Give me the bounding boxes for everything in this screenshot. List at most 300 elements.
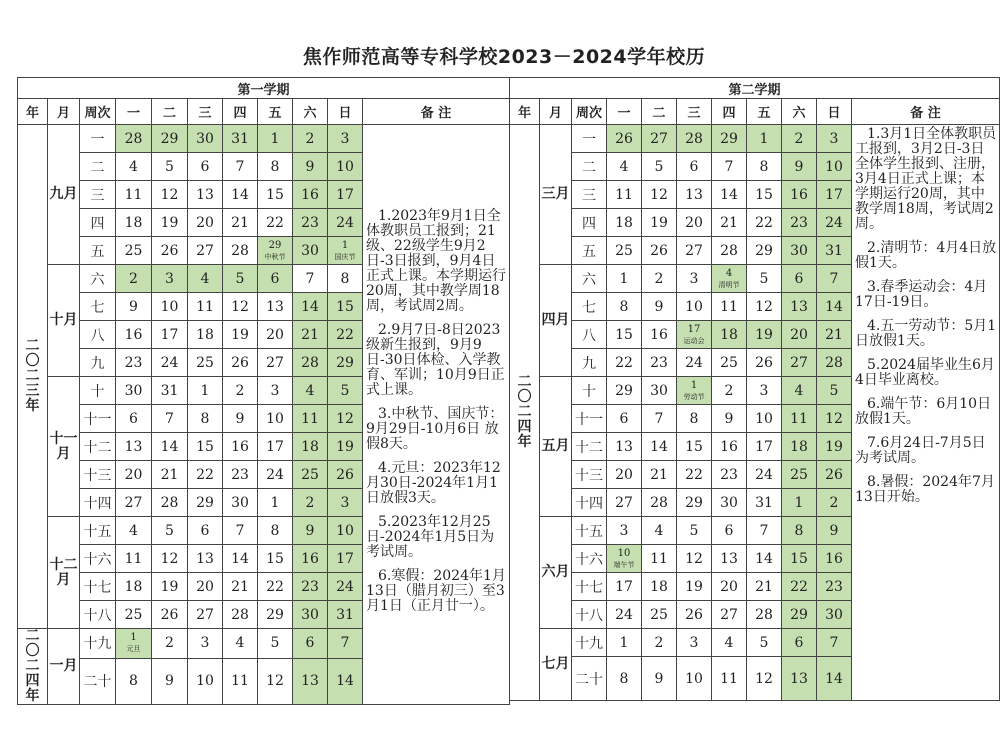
day-cell: 3 xyxy=(328,125,363,153)
day-cell: 15 xyxy=(607,321,642,349)
holiday-label: 运动会 xyxy=(683,336,705,345)
day-cell: 19 xyxy=(817,433,852,461)
day-cell: 25 xyxy=(712,349,747,377)
day-cell: 2 xyxy=(782,125,817,153)
day-cell: 18 xyxy=(188,321,223,349)
month-cell xyxy=(540,629,572,701)
day-cell: 17 xyxy=(258,433,293,461)
month-cell xyxy=(540,377,572,517)
day-cell: 15 xyxy=(782,545,817,573)
day-cell: 23 xyxy=(293,209,328,237)
day-cell: 24 xyxy=(152,349,188,377)
day-cell: 8 xyxy=(677,405,712,433)
day-cell: 28 xyxy=(293,349,328,377)
note-item: 5.2024届毕业生6月4日毕业离校。 xyxy=(855,357,995,388)
day-cell: 4 xyxy=(642,517,677,545)
day-cell: 18 xyxy=(642,573,677,601)
day-cell: 21 xyxy=(712,209,747,237)
note-item: 1.2023年9月1日全体教职员工报到；21级、22级学生9月2日-3日报到，9月4日正式上课。本学期运行20周，其中教学周18周，考试周2周。 xyxy=(366,207,506,314)
holiday-label: 清明节 xyxy=(718,280,740,289)
day-cell: 3 xyxy=(607,517,642,545)
day-number: 29 xyxy=(268,239,282,251)
day-cell: 6 xyxy=(677,153,712,181)
day-cell: 20 xyxy=(188,209,223,237)
day-cell: 10 xyxy=(188,658,223,704)
day-cell: 6 xyxy=(782,265,817,293)
week-number: 六 xyxy=(572,265,607,293)
day-cell: 14 xyxy=(223,181,258,209)
day-cell: 30 xyxy=(293,237,328,265)
holiday-label: 劳动节 xyxy=(683,392,705,401)
note-item: 4.元旦：2023年12月30日-2024年1月1日放假3天。 xyxy=(366,459,501,506)
day-cell: 28 xyxy=(152,489,188,517)
header-day: 三 xyxy=(677,99,712,125)
day-cell: 27 xyxy=(782,349,817,377)
day-cell: 10 xyxy=(258,405,293,433)
day-cell: 22 xyxy=(747,209,782,237)
day-cell: 8 xyxy=(747,153,782,181)
note-item: 1.3月1日全体教职员工报到，3月2日-3日全体学生报到、注册，3月4日正式上课；本学期运行20周，其中教学周18周，考试周2周。 xyxy=(855,126,997,232)
year-cell xyxy=(18,125,48,629)
day-cell: 5 xyxy=(817,377,852,405)
day-number: 10 xyxy=(617,547,631,559)
day-cell: 3 xyxy=(677,265,712,293)
day-cell: 27 xyxy=(607,489,642,517)
day-cell: 3 xyxy=(747,377,782,405)
header-day: 一 xyxy=(607,99,642,125)
day-cell: 31 xyxy=(747,489,782,517)
week-number: 三 xyxy=(572,181,607,209)
day-cell: 27 xyxy=(677,237,712,265)
day-cell: 5 xyxy=(328,377,363,405)
day-cell: 4 xyxy=(188,265,223,293)
day-cell: 5 xyxy=(223,265,258,293)
header-notes: 备 注 xyxy=(852,99,1000,125)
day-cell: 5 xyxy=(152,517,188,545)
month-cell xyxy=(48,265,80,377)
day-cell: 13 xyxy=(293,658,328,704)
day-cell: 8 xyxy=(607,657,642,701)
month-label: 十一 月 xyxy=(49,430,78,462)
day-cell: 10 xyxy=(152,293,188,321)
day-cell xyxy=(677,377,712,405)
note-item: 2.9月7日-8日2023级新生报到，9月9日-30日体检、入学教育、军训；10月9日正式上课。 xyxy=(366,321,505,398)
day-cell: 16 xyxy=(782,181,817,209)
header-year: 年 xyxy=(510,99,540,125)
day-cell: 23 xyxy=(223,461,258,489)
day-cell: 7 xyxy=(152,405,188,433)
day-cell: 13 xyxy=(188,545,223,573)
day-cell: 7 xyxy=(328,629,363,659)
week-number: 八 xyxy=(80,321,116,349)
day-cell: 19 xyxy=(747,321,782,349)
day-cell: 4 xyxy=(223,629,258,659)
day-cell: 2 xyxy=(293,489,328,517)
page-title: 焦作师范高等专科学校2023－2024学年校历 xyxy=(302,46,706,68)
day-cell: 13 xyxy=(258,293,293,321)
week-number: 十六 xyxy=(572,545,607,573)
header-day: 二 xyxy=(152,99,188,125)
day-cell: 21 xyxy=(293,321,328,349)
day-cell: 9 xyxy=(116,293,152,321)
day-cell: 21 xyxy=(223,573,258,601)
day-cell: 7 xyxy=(223,153,258,181)
day-cell: 26 xyxy=(642,237,677,265)
day-cell: 14 xyxy=(817,293,852,321)
day-cell: 15 xyxy=(258,181,293,209)
day-cell: 24 xyxy=(607,601,642,629)
day-cell: 6 xyxy=(188,153,223,181)
day-cell xyxy=(328,237,363,265)
day-cell: 19 xyxy=(152,209,188,237)
day-cell: 6 xyxy=(293,629,328,659)
day-cell: 27 xyxy=(116,489,152,517)
note-item: 3.春季运动会：4月17日-19日。 xyxy=(855,279,988,310)
day-cell: 19 xyxy=(152,573,188,601)
day-cell: 23 xyxy=(642,349,677,377)
day-cell: 14 xyxy=(817,657,852,701)
day-cell: 12 xyxy=(642,181,677,209)
day-cell: 22 xyxy=(782,573,817,601)
holiday-label: 国庆节 xyxy=(334,252,356,261)
day-cell: 13 xyxy=(188,181,223,209)
day-cell: 11 xyxy=(223,658,258,704)
day-cell: 16 xyxy=(817,545,852,573)
day-cell: 23 xyxy=(782,209,817,237)
day-cell: 11 xyxy=(293,405,328,433)
notes-cell xyxy=(363,125,510,705)
day-cell: 6 xyxy=(782,629,817,657)
day-cell: 20 xyxy=(712,573,747,601)
day-cell: 3 xyxy=(188,629,223,659)
header-day: 三 xyxy=(188,99,223,125)
week-number: 十四 xyxy=(80,489,116,517)
day-cell: 11 xyxy=(116,545,152,573)
header-day: 四 xyxy=(223,99,258,125)
note-item: 6.端午节：6月10日放假1天。 xyxy=(855,396,992,427)
month-label: 十二 月 xyxy=(49,556,78,588)
week-number: 十九 xyxy=(572,629,607,657)
week-number: 六 xyxy=(80,265,116,293)
semester-1-table xyxy=(17,77,510,705)
day-cell: 12 xyxy=(328,405,363,433)
day-cell: 6 xyxy=(607,405,642,433)
week-number: 一 xyxy=(80,125,116,153)
day-cell: 12 xyxy=(677,545,712,573)
note-item: 3.中秋节、国庆节：9月29日-10月6日 放假8天。 xyxy=(366,405,504,452)
month-label: 四月 xyxy=(541,312,570,328)
week-number: 十 xyxy=(572,377,607,405)
day-cell: 2 xyxy=(642,629,677,657)
day-cell: 29 xyxy=(152,125,188,153)
day-cell: 17 xyxy=(328,545,363,573)
day-cell: 4 xyxy=(116,153,152,181)
day-cell: 5 xyxy=(747,629,782,657)
day-cell: 24 xyxy=(817,209,852,237)
day-cell: 26 xyxy=(817,461,852,489)
day-cell: 11 xyxy=(116,181,152,209)
day-cell: 31 xyxy=(152,377,188,405)
week-number: 七 xyxy=(80,293,116,321)
day-cell: 29 xyxy=(607,377,642,405)
note-item: 5.2023年12月25日-2024年1月5日为考试周。 xyxy=(366,513,495,560)
day-cell: 27 xyxy=(642,125,677,153)
day-cell: 11 xyxy=(607,181,642,209)
day-cell: 5 xyxy=(677,517,712,545)
day-cell: 25 xyxy=(116,601,152,629)
month-cell xyxy=(540,265,572,377)
day-cell: 17 xyxy=(817,181,852,209)
day-cell: 31 xyxy=(817,237,852,265)
year-label: 二 〇 二 四 年 xyxy=(517,374,532,450)
header-day: 四 xyxy=(712,99,747,125)
day-cell: 3 xyxy=(817,125,852,153)
day-cell: 28 xyxy=(642,489,677,517)
semester-title: 第一学期 xyxy=(18,78,510,99)
semester-title: 第二学期 xyxy=(510,78,1000,99)
month-cell xyxy=(540,517,572,629)
day-cell: 8 xyxy=(782,517,817,545)
day-cell: 19 xyxy=(223,321,258,349)
day-cell: 7 xyxy=(223,517,258,545)
day-cell: 26 xyxy=(152,237,188,265)
day-cell: 20 xyxy=(258,321,293,349)
week-number: 二十 xyxy=(80,658,116,704)
day-cell: 26 xyxy=(152,601,188,629)
day-cell: 18 xyxy=(116,209,152,237)
month-cell xyxy=(48,125,80,265)
week-number: 十七 xyxy=(80,573,116,601)
month-label: 七月 xyxy=(541,656,570,672)
holiday-label: 中秋节 xyxy=(264,252,286,261)
day-cell: 25 xyxy=(782,461,817,489)
month-label: 三月 xyxy=(541,186,570,202)
day-cell: 1 xyxy=(258,489,293,517)
day-cell: 19 xyxy=(328,433,363,461)
day-cell: 16 xyxy=(293,181,328,209)
week-number: 五 xyxy=(80,237,116,265)
week-number: 一 xyxy=(572,125,607,153)
day-cell: 11 xyxy=(712,293,747,321)
day-cell: 12 xyxy=(152,545,188,573)
day-cell: 13 xyxy=(712,545,747,573)
day-cell: 12 xyxy=(747,657,782,701)
day-cell: 2 xyxy=(116,265,152,293)
day-cell: 15 xyxy=(677,433,712,461)
week-number: 十九 xyxy=(80,629,116,659)
day-cell: 9 xyxy=(817,517,852,545)
day-cell: 6 xyxy=(116,405,152,433)
day-cell: 4 xyxy=(782,377,817,405)
day-cell: 13 xyxy=(677,181,712,209)
day-number: 1 xyxy=(690,379,698,391)
day-cell: 10 xyxy=(817,153,852,181)
day-cell: 15 xyxy=(188,433,223,461)
day-cell: 2 xyxy=(817,489,852,517)
day-cell: 1 xyxy=(188,377,223,405)
day-cell: 9 xyxy=(782,153,817,181)
month-cell xyxy=(48,517,80,629)
day-cell: 10 xyxy=(677,293,712,321)
day-cell: 20 xyxy=(607,461,642,489)
week-row xyxy=(18,125,510,153)
day-cell: 16 xyxy=(642,321,677,349)
day-cell: 20 xyxy=(677,209,712,237)
month-cell xyxy=(540,125,572,265)
week-number: 十六 xyxy=(80,545,116,573)
day-cell: 9 xyxy=(642,657,677,701)
day-cell: 15 xyxy=(747,181,782,209)
day-cell: 24 xyxy=(328,573,363,601)
month-label: 六月 xyxy=(541,564,570,580)
day-number: 4 xyxy=(725,267,733,279)
day-cell: 3 xyxy=(258,377,293,405)
day-cell: 4 xyxy=(116,517,152,545)
week-number: 五 xyxy=(572,237,607,265)
month-label: 十月 xyxy=(49,312,78,328)
header-year: 年 xyxy=(18,99,48,125)
day-cell xyxy=(258,237,293,265)
day-cell: 3 xyxy=(152,265,188,293)
day-cell: 28 xyxy=(747,601,782,629)
day-cell xyxy=(607,545,642,573)
day-cell: 2 xyxy=(293,125,328,153)
day-cell: 14 xyxy=(152,433,188,461)
day-cell: 5 xyxy=(152,153,188,181)
day-cell: 11 xyxy=(188,293,223,321)
day-cell: 17 xyxy=(328,181,363,209)
day-cell: 8 xyxy=(188,405,223,433)
day-cell: 22 xyxy=(258,209,293,237)
day-cell: 9 xyxy=(642,293,677,321)
day-cell: 31 xyxy=(223,125,258,153)
day-cell: 8 xyxy=(607,293,642,321)
day-cell: 16 xyxy=(116,321,152,349)
header-day: 五 xyxy=(747,99,782,125)
week-number: 十二 xyxy=(80,433,116,461)
day-cell: 30 xyxy=(782,237,817,265)
day-cell: 2 xyxy=(642,265,677,293)
day-cell: 17 xyxy=(607,573,642,601)
holiday-label: 元旦 xyxy=(126,645,141,654)
month-cell xyxy=(48,629,80,705)
day-cell: 5 xyxy=(258,629,293,659)
header-month: 月 xyxy=(540,99,572,125)
day-cell: 2 xyxy=(223,377,258,405)
day-cell: 1 xyxy=(258,125,293,153)
day-cell: 12 xyxy=(258,658,293,704)
day-cell: 5 xyxy=(747,265,782,293)
day-cell: 16 xyxy=(293,545,328,573)
day-cell: 21 xyxy=(642,461,677,489)
day-cell xyxy=(116,629,152,659)
day-cell: 4 xyxy=(607,153,642,181)
day-cell: 19 xyxy=(677,573,712,601)
notes-cell xyxy=(852,125,1000,701)
day-cell: 22 xyxy=(677,461,712,489)
year-cell xyxy=(510,125,540,701)
day-cell: 3 xyxy=(677,629,712,657)
holiday-label: 端午节 xyxy=(613,560,635,569)
day-cell: 11 xyxy=(712,657,747,701)
day-cell: 19 xyxy=(642,209,677,237)
day-cell: 12 xyxy=(223,293,258,321)
day-cell: 12 xyxy=(817,405,852,433)
day-cell: 20 xyxy=(116,461,152,489)
day-cell: 28 xyxy=(223,601,258,629)
header-day: 二 xyxy=(642,99,677,125)
day-number: 1 xyxy=(341,239,349,251)
day-cell: 14 xyxy=(223,545,258,573)
day-cell: 24 xyxy=(677,349,712,377)
day-cell: 1 xyxy=(607,629,642,657)
day-cell: 28 xyxy=(817,349,852,377)
day-cell: 8 xyxy=(116,658,152,704)
day-cell: 26 xyxy=(677,601,712,629)
day-cell xyxy=(712,265,747,293)
day-cell: 18 xyxy=(712,321,747,349)
day-cell: 22 xyxy=(188,461,223,489)
week-number: 十一 xyxy=(572,405,607,433)
day-cell: 15 xyxy=(258,545,293,573)
day-cell: 21 xyxy=(817,321,852,349)
day-cell: 29 xyxy=(747,237,782,265)
day-cell: 12 xyxy=(747,293,782,321)
day-cell: 24 xyxy=(328,209,363,237)
day-cell: 23 xyxy=(817,573,852,601)
day-cell: 11 xyxy=(782,405,817,433)
day-cell: 9 xyxy=(293,153,328,181)
day-cell: 3 xyxy=(328,489,363,517)
header-week: 周次 xyxy=(80,99,116,125)
day-cell: 30 xyxy=(293,601,328,629)
header-day: 日 xyxy=(817,99,852,125)
header-week: 周次 xyxy=(572,99,607,125)
day-cell: 25 xyxy=(642,601,677,629)
day-cell: 12 xyxy=(152,181,188,209)
day-cell: 24 xyxy=(747,461,782,489)
day-cell: 2 xyxy=(152,629,188,659)
note-item: 4.五一劳动节：5月1日放假1天。 xyxy=(855,318,997,349)
day-cell: 27 xyxy=(712,601,747,629)
week-number: 十五 xyxy=(80,517,116,545)
day-number: 17 xyxy=(687,323,701,335)
week-number: 二十 xyxy=(572,657,607,701)
week-number: 九 xyxy=(572,349,607,377)
day-cell: 28 xyxy=(116,125,152,153)
day-cell: 13 xyxy=(782,657,817,701)
day-cell: 18 xyxy=(782,433,817,461)
year-cell xyxy=(18,629,48,705)
week-row xyxy=(510,125,1000,153)
day-cell: 27 xyxy=(188,237,223,265)
day-cell: 30 xyxy=(188,125,223,153)
day-cell: 27 xyxy=(188,601,223,629)
day-cell: 10 xyxy=(677,657,712,701)
day-cell: 31 xyxy=(328,601,363,629)
day-cell: 30 xyxy=(712,489,747,517)
note-item: 8.暑假：2024年7月13日开始。 xyxy=(855,474,995,505)
day-cell: 10 xyxy=(328,517,363,545)
week-number: 二 xyxy=(80,153,116,181)
day-cell: 20 xyxy=(188,573,223,601)
year-label: 二 〇 二 三 年 xyxy=(25,338,40,414)
day-cell: 21 xyxy=(152,461,188,489)
week-number: 十五 xyxy=(572,517,607,545)
day-cell: 18 xyxy=(607,209,642,237)
day-cell: 27 xyxy=(258,349,293,377)
day-cell: 22 xyxy=(258,573,293,601)
